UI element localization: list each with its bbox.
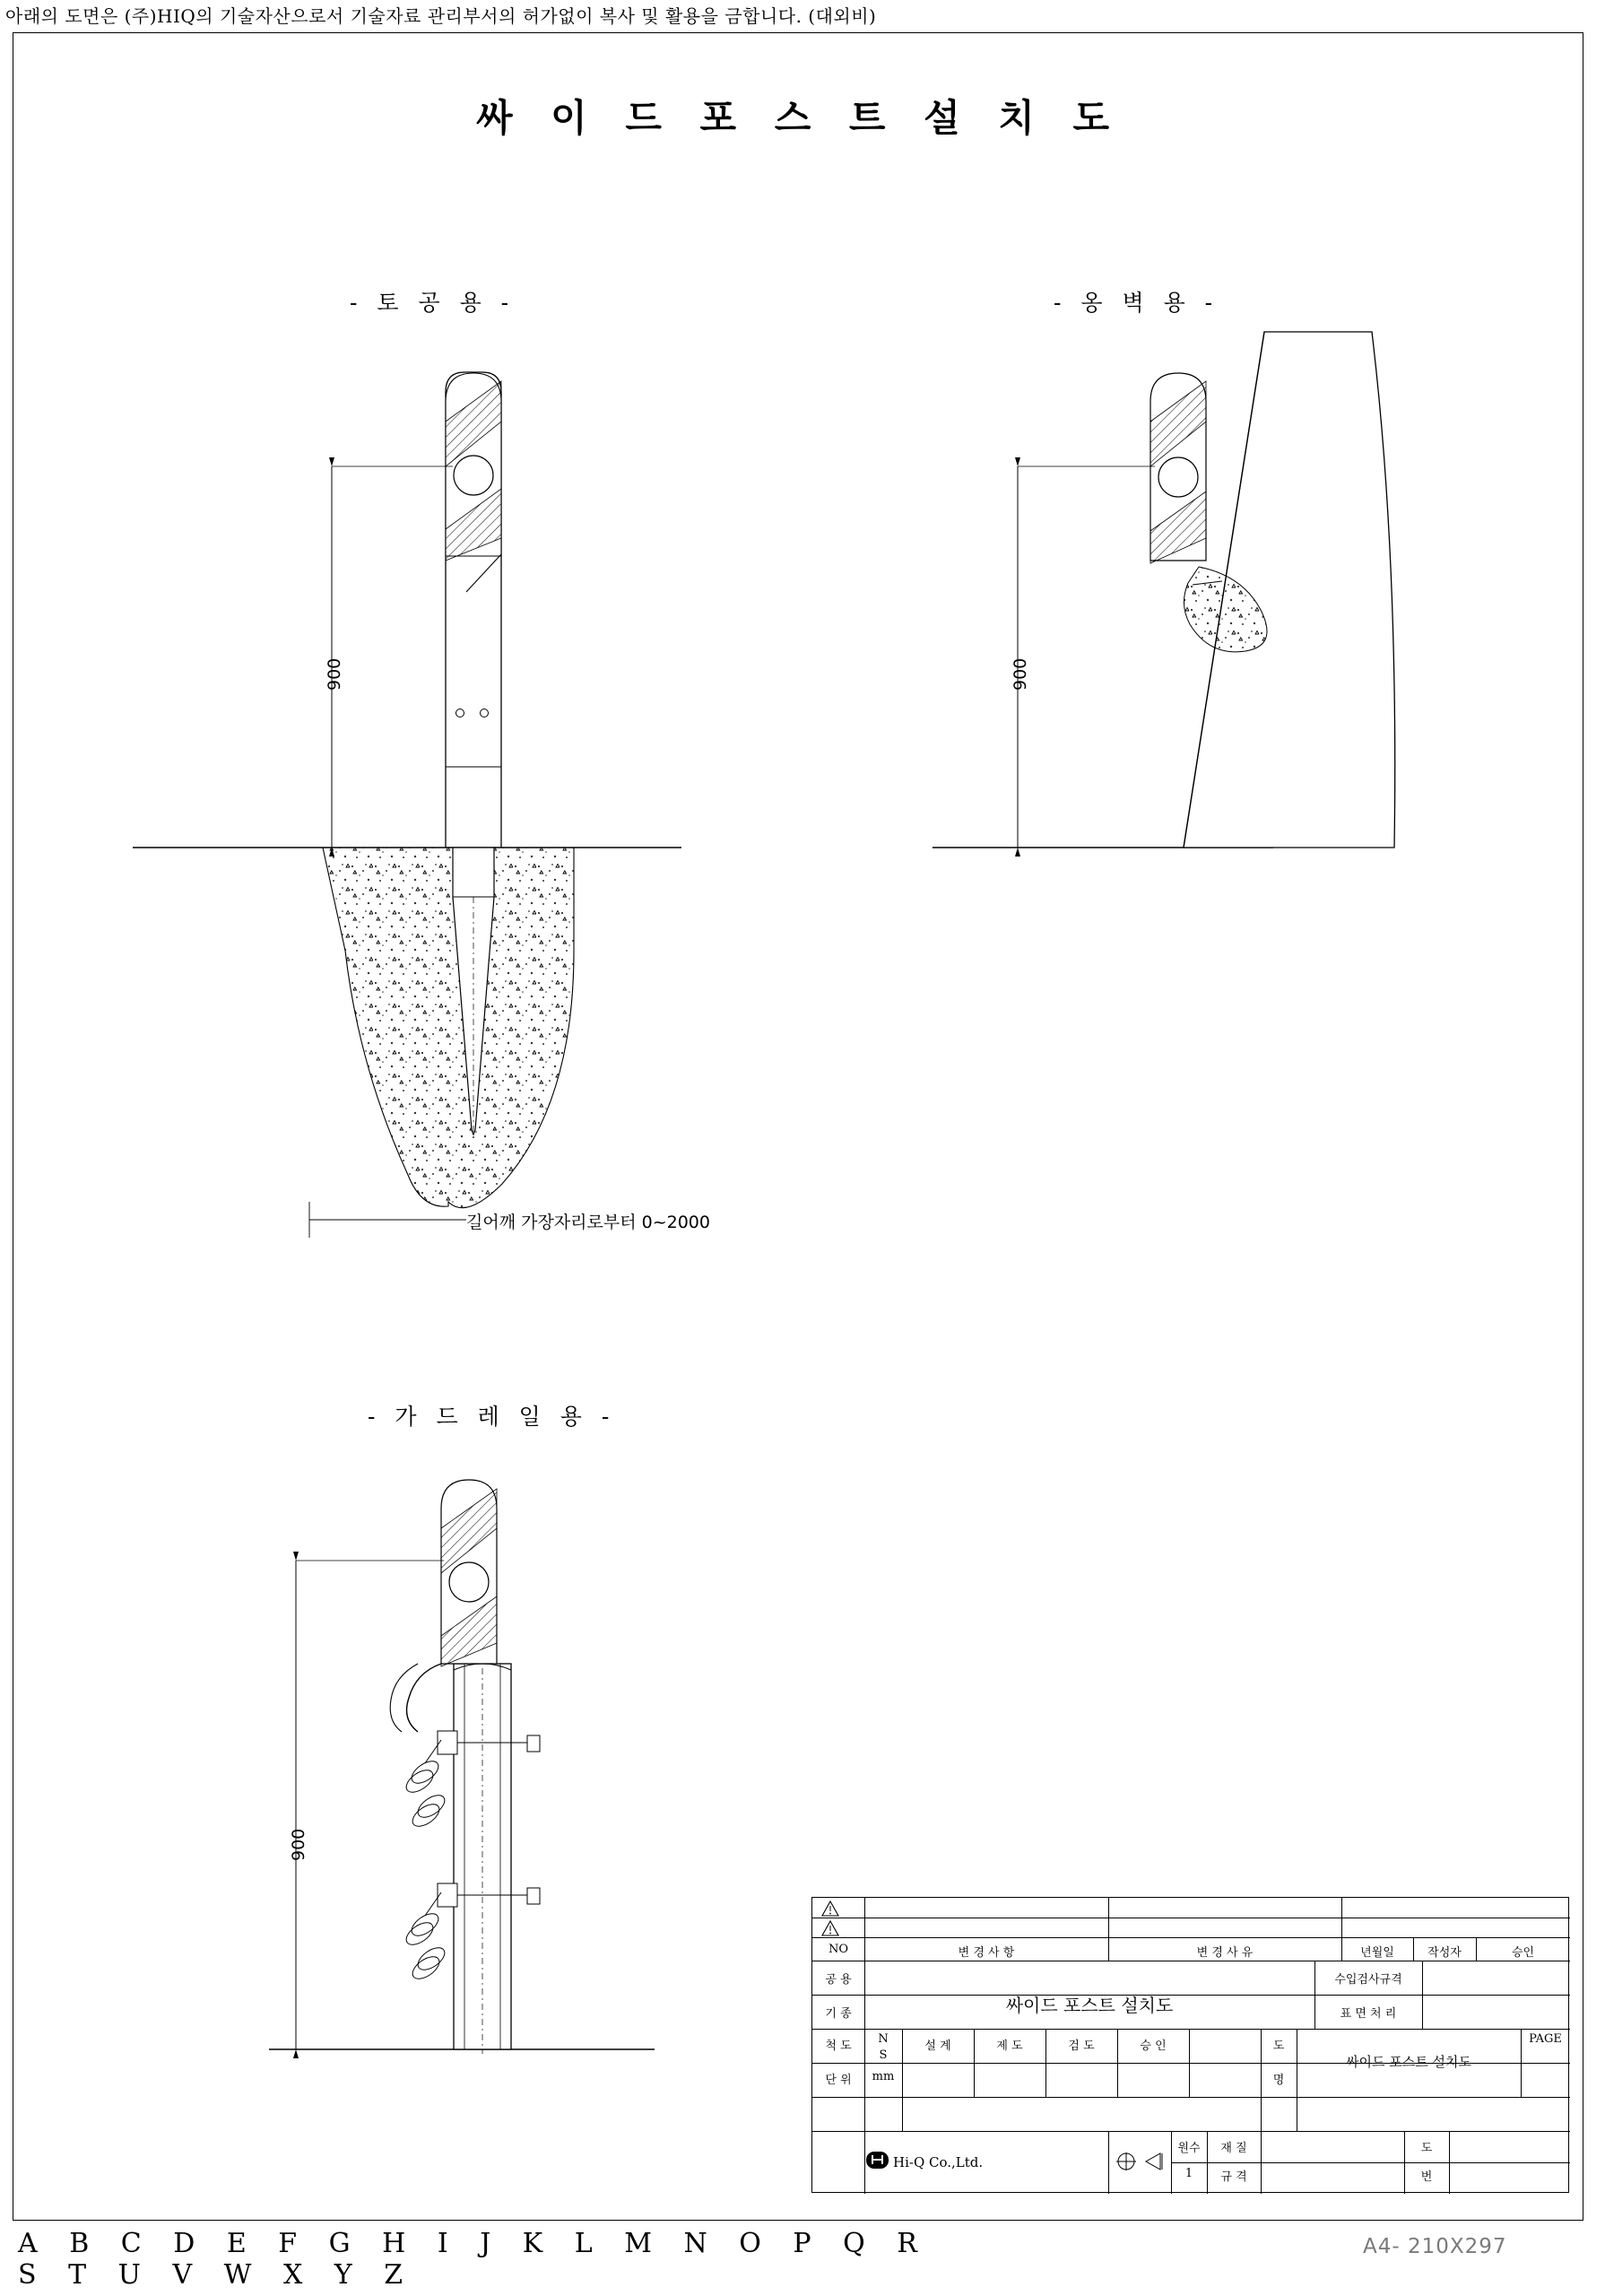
tb-rev-change: 변 경 사 항 — [958, 1946, 1015, 1960]
page-title: 싸 이 드 포 스 트 설 치 도 — [475, 96, 1123, 140]
tb-qty-label: 원수 — [1177, 2142, 1201, 2155]
tb-material-label: 재 질 — [1220, 2142, 1247, 2155]
tb-rev-approve: 승인 — [1511, 1946, 1535, 1960]
dimension-earthwork-900: 900 — [325, 657, 344, 691]
tb-rev-reason: 변 경 사 유 — [1196, 1946, 1254, 1960]
tb-scale-label: 척 도 — [825, 2039, 852, 2053]
tb-model: 기 종 — [825, 2007, 852, 2021]
tb-drawing-no-label-2: 번 — [1420, 2170, 1433, 2184]
tb-drawing-name-label-2: 명 — [1272, 2074, 1285, 2087]
tb-rev-no: NO — [828, 1943, 849, 1956]
tb-page-label: PAGE — [1529, 2032, 1562, 2046]
sheet-size-label: A4- 210X297 — [1363, 2235, 1507, 2258]
title-block — [811, 1897, 1569, 2193]
dimension-guardrail-900: 900 — [289, 1828, 308, 1861]
tb-scale-s: S — [879, 2048, 888, 2062]
tb-scale-n: N — [878, 2032, 889, 2046]
tb-part-name: 싸이드 포스트 설치도 — [1005, 1995, 1174, 2016]
tb-incoming-spec: 수입검사규격 — [1334, 1973, 1402, 1987]
tb-drawing-no-label-1: 도 — [1420, 2142, 1433, 2155]
tb-common-use: 공 용 — [825, 1973, 852, 1987]
coordinate-strip: A B C D E F G H I J K L M N O P Q R S T U V W X Y Z — [18, 2228, 929, 2291]
tb-unit-value: mm — [872, 2070, 895, 2083]
tb-drawing-name-label-1: 도 — [1272, 2039, 1285, 2053]
view-title-retaining-wall: - 옹 벽 용 - — [1054, 290, 1219, 316]
tb-drawing-name: 싸이드 포스트 설치도 — [1346, 2054, 1471, 2070]
warning-triangle-icon-2 — [821, 1920, 839, 1936]
tb-surface-treat: 표 면 처 리 — [1340, 2007, 1397, 2021]
confidentiality-notice: 아래의 도면은 (주)HIQ의 기술자산으로서 기술자료 관리부서의 허가없이 복사 및 활용을 금합니다. (대외비) — [5, 5, 877, 27]
dimension-retaining-900: 900 — [1011, 657, 1030, 691]
tb-company: Hi-Q Co.,Ltd. — [893, 2154, 984, 2170]
tb-rev-author: 작성자 — [1427, 1946, 1462, 1960]
warning-triangle-icon — [821, 1900, 839, 1917]
tb-unit-label: 단 위 — [825, 2074, 852, 2087]
tb-rev-date: 년월일 — [1360, 1946, 1394, 1960]
view-title-earthwork: - 토 공 용 - — [350, 290, 516, 316]
view-title-guardrail: - 가 드 레 일 용 - — [368, 1404, 616, 1430]
tb-draft: 제 도 — [996, 2039, 1023, 2053]
projection-symbol-icon — [1115, 2151, 1166, 2172]
tb-spec-label: 규 격 — [1220, 2170, 1247, 2184]
note-shoulder-distance: 길어깨 가장자리로부터 0~2000 — [466, 1213, 710, 1232]
tb-design: 설 계 — [924, 2039, 951, 2053]
tb-check: 검 도 — [1068, 2039, 1095, 2053]
hiq-logo-icon — [866, 2151, 889, 2170]
tb-qty-value: 1 — [1184, 2167, 1193, 2180]
tb-approve: 승 인 — [1140, 2039, 1167, 2053]
